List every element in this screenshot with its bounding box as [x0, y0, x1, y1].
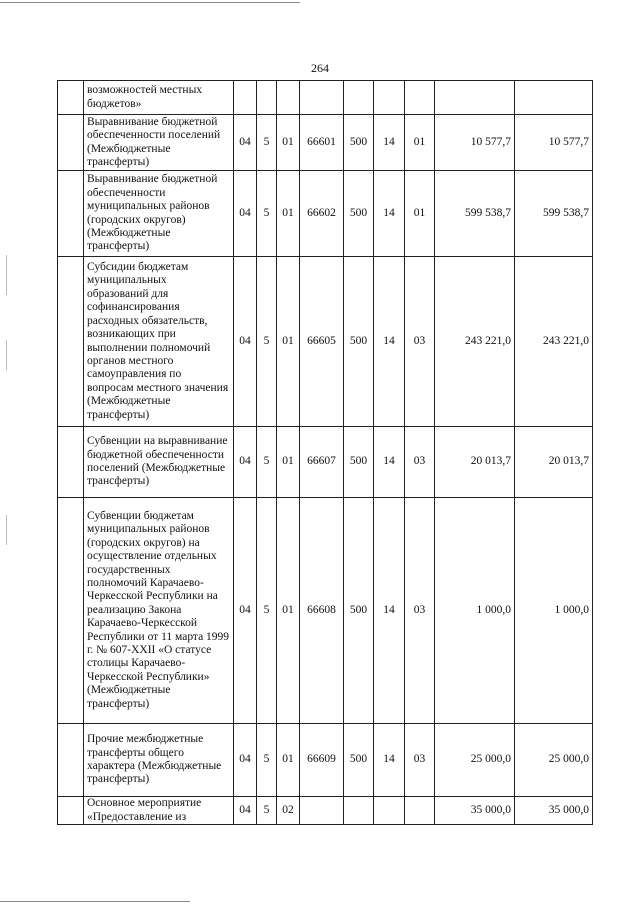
code-cell: 01 [277, 115, 300, 171]
amount-cell: 1 000,0 [435, 498, 515, 724]
code-cell: 04 [234, 171, 257, 257]
code-cell: 01 [277, 724, 300, 797]
code-cell: 500 [344, 171, 374, 257]
code-cell [257, 81, 277, 115]
amount-cell [515, 81, 593, 115]
code-cell [374, 81, 405, 115]
code-cell [405, 81, 435, 115]
code-cell [405, 797, 435, 825]
row-name: Основное мероприятие «Предоставление из [84, 797, 234, 825]
code-cell: 500 [344, 498, 374, 724]
code-cell [300, 797, 344, 825]
code-cell: 01 [277, 427, 300, 498]
code-cell: 500 [344, 115, 374, 171]
table-row [58, 115, 593, 171]
code-cell: 500 [344, 257, 374, 427]
code-cell: 5 [257, 257, 277, 427]
row-name: Субвенции на выравнивание бюджетной обеспеченности поселений (Межбюджетные трансферты) [84, 427, 234, 498]
margin-mark [6, 340, 7, 370]
amount-cell: 10 577,7 [515, 115, 593, 171]
blank-cell [58, 115, 84, 171]
code-cell: 02 [277, 797, 300, 825]
code-cell: 01 [277, 498, 300, 724]
code-cell: 66609 [300, 724, 344, 797]
row-name: Выравнивание бюджетной обеспеченности муниципальных районов (городских округов) (Межбюджетные трансферты) [84, 171, 234, 257]
row-name: Субвенции бюджетам муниципальных районов (городских округов) на осуществление отдельных государственных полномочий Карачаево-Черкесской Республики на реализацию Закона Карачаево-Черкесской Республики от 11 марта 1999 г. № 607-XXII «О статусе столицы Карачаево-Черкесской Республики» (Межбюджетные трансферты) [84, 498, 234, 724]
table-row [58, 498, 593, 724]
blank-cell [58, 797, 84, 825]
table-row [58, 171, 593, 257]
code-cell: 14 [374, 724, 405, 797]
code-cell: 01 [405, 171, 435, 257]
top-rule [0, 2, 300, 3]
amount-cell: 10 577,7 [435, 115, 515, 171]
code-cell [344, 81, 374, 115]
code-cell [374, 797, 405, 825]
table-row [58, 427, 593, 498]
row-name: Субсидии бюджетам муниципальных образований для софинансирования расходных обязательств, возникающих при выполнении полномочий органов местного самоуправления по вопросам местного значения (Межбюджетные трансферты) [84, 257, 234, 427]
code-cell: 66602 [300, 171, 344, 257]
row-name: Выравнивание бюджетной обеспеченности поселений (Межбюджетные трансферты) [84, 115, 234, 171]
blank-cell [58, 427, 84, 498]
blank-cell [58, 724, 84, 797]
code-cell: 66605 [300, 257, 344, 427]
amount-cell [435, 81, 515, 115]
table-row [58, 724, 593, 797]
amount-cell: 243 221,0 [435, 257, 515, 427]
code-cell: 500 [344, 427, 374, 498]
code-cell: 500 [344, 724, 374, 797]
code-cell: 14 [374, 115, 405, 171]
row-name: возможностей местных бюджетов» [84, 81, 234, 115]
amount-cell: 25 000,0 [435, 724, 515, 797]
code-cell: 14 [374, 427, 405, 498]
code-cell: 14 [374, 171, 405, 257]
code-cell: 66601 [300, 115, 344, 171]
code-cell: 04 [234, 257, 257, 427]
amount-cell: 243 221,0 [515, 257, 593, 427]
blank-cell [58, 81, 84, 115]
amount-cell: 35 000,0 [435, 797, 515, 825]
table-row [58, 257, 593, 427]
code-cell: 5 [257, 797, 277, 825]
amount-cell: 35 000,0 [515, 797, 593, 825]
amount-cell: 25 000,0 [515, 724, 593, 797]
page-number: 264 [311, 61, 329, 75]
margin-mark [6, 515, 7, 545]
bottom-rule [0, 901, 190, 902]
amount-cell: 1 000,0 [515, 498, 593, 724]
code-cell: 5 [257, 115, 277, 171]
code-cell: 04 [234, 427, 257, 498]
code-cell: 14 [374, 257, 405, 427]
code-cell: 04 [234, 797, 257, 825]
amount-cell: 20 013,7 [515, 427, 593, 498]
code-cell: 01 [405, 115, 435, 171]
blank-cell [58, 171, 84, 257]
row-name: Прочие межбюджетные трансферты общего характера (Межбюджетные трансферты) [84, 724, 234, 797]
blank-cell [58, 498, 84, 724]
code-cell: 01 [277, 171, 300, 257]
code-cell: 14 [374, 498, 405, 724]
code-cell: 04 [234, 115, 257, 171]
code-cell: 01 [277, 257, 300, 427]
amount-cell: 599 538,7 [435, 171, 515, 257]
amount-cell: 599 538,7 [515, 171, 593, 257]
code-cell: 03 [405, 257, 435, 427]
code-cell: 04 [234, 724, 257, 797]
code-cell: 04 [234, 498, 257, 724]
code-cell [300, 81, 344, 115]
code-cell [344, 797, 374, 825]
code-cell [234, 81, 257, 115]
code-cell: 5 [257, 498, 277, 724]
code-cell: 5 [257, 724, 277, 797]
table-row [58, 81, 593, 115]
code-cell: 66607 [300, 427, 344, 498]
code-cell: 03 [405, 724, 435, 797]
code-cell: 03 [405, 498, 435, 724]
code-cell: 5 [257, 427, 277, 498]
budget-table [57, 80, 593, 825]
table-row [58, 797, 593, 825]
margin-mark [6, 255, 7, 295]
amount-cell: 20 013,7 [435, 427, 515, 498]
code-cell: 66608 [300, 498, 344, 724]
code-cell [277, 81, 300, 115]
code-cell: 03 [405, 427, 435, 498]
code-cell: 5 [257, 171, 277, 257]
blank-cell [58, 257, 84, 427]
